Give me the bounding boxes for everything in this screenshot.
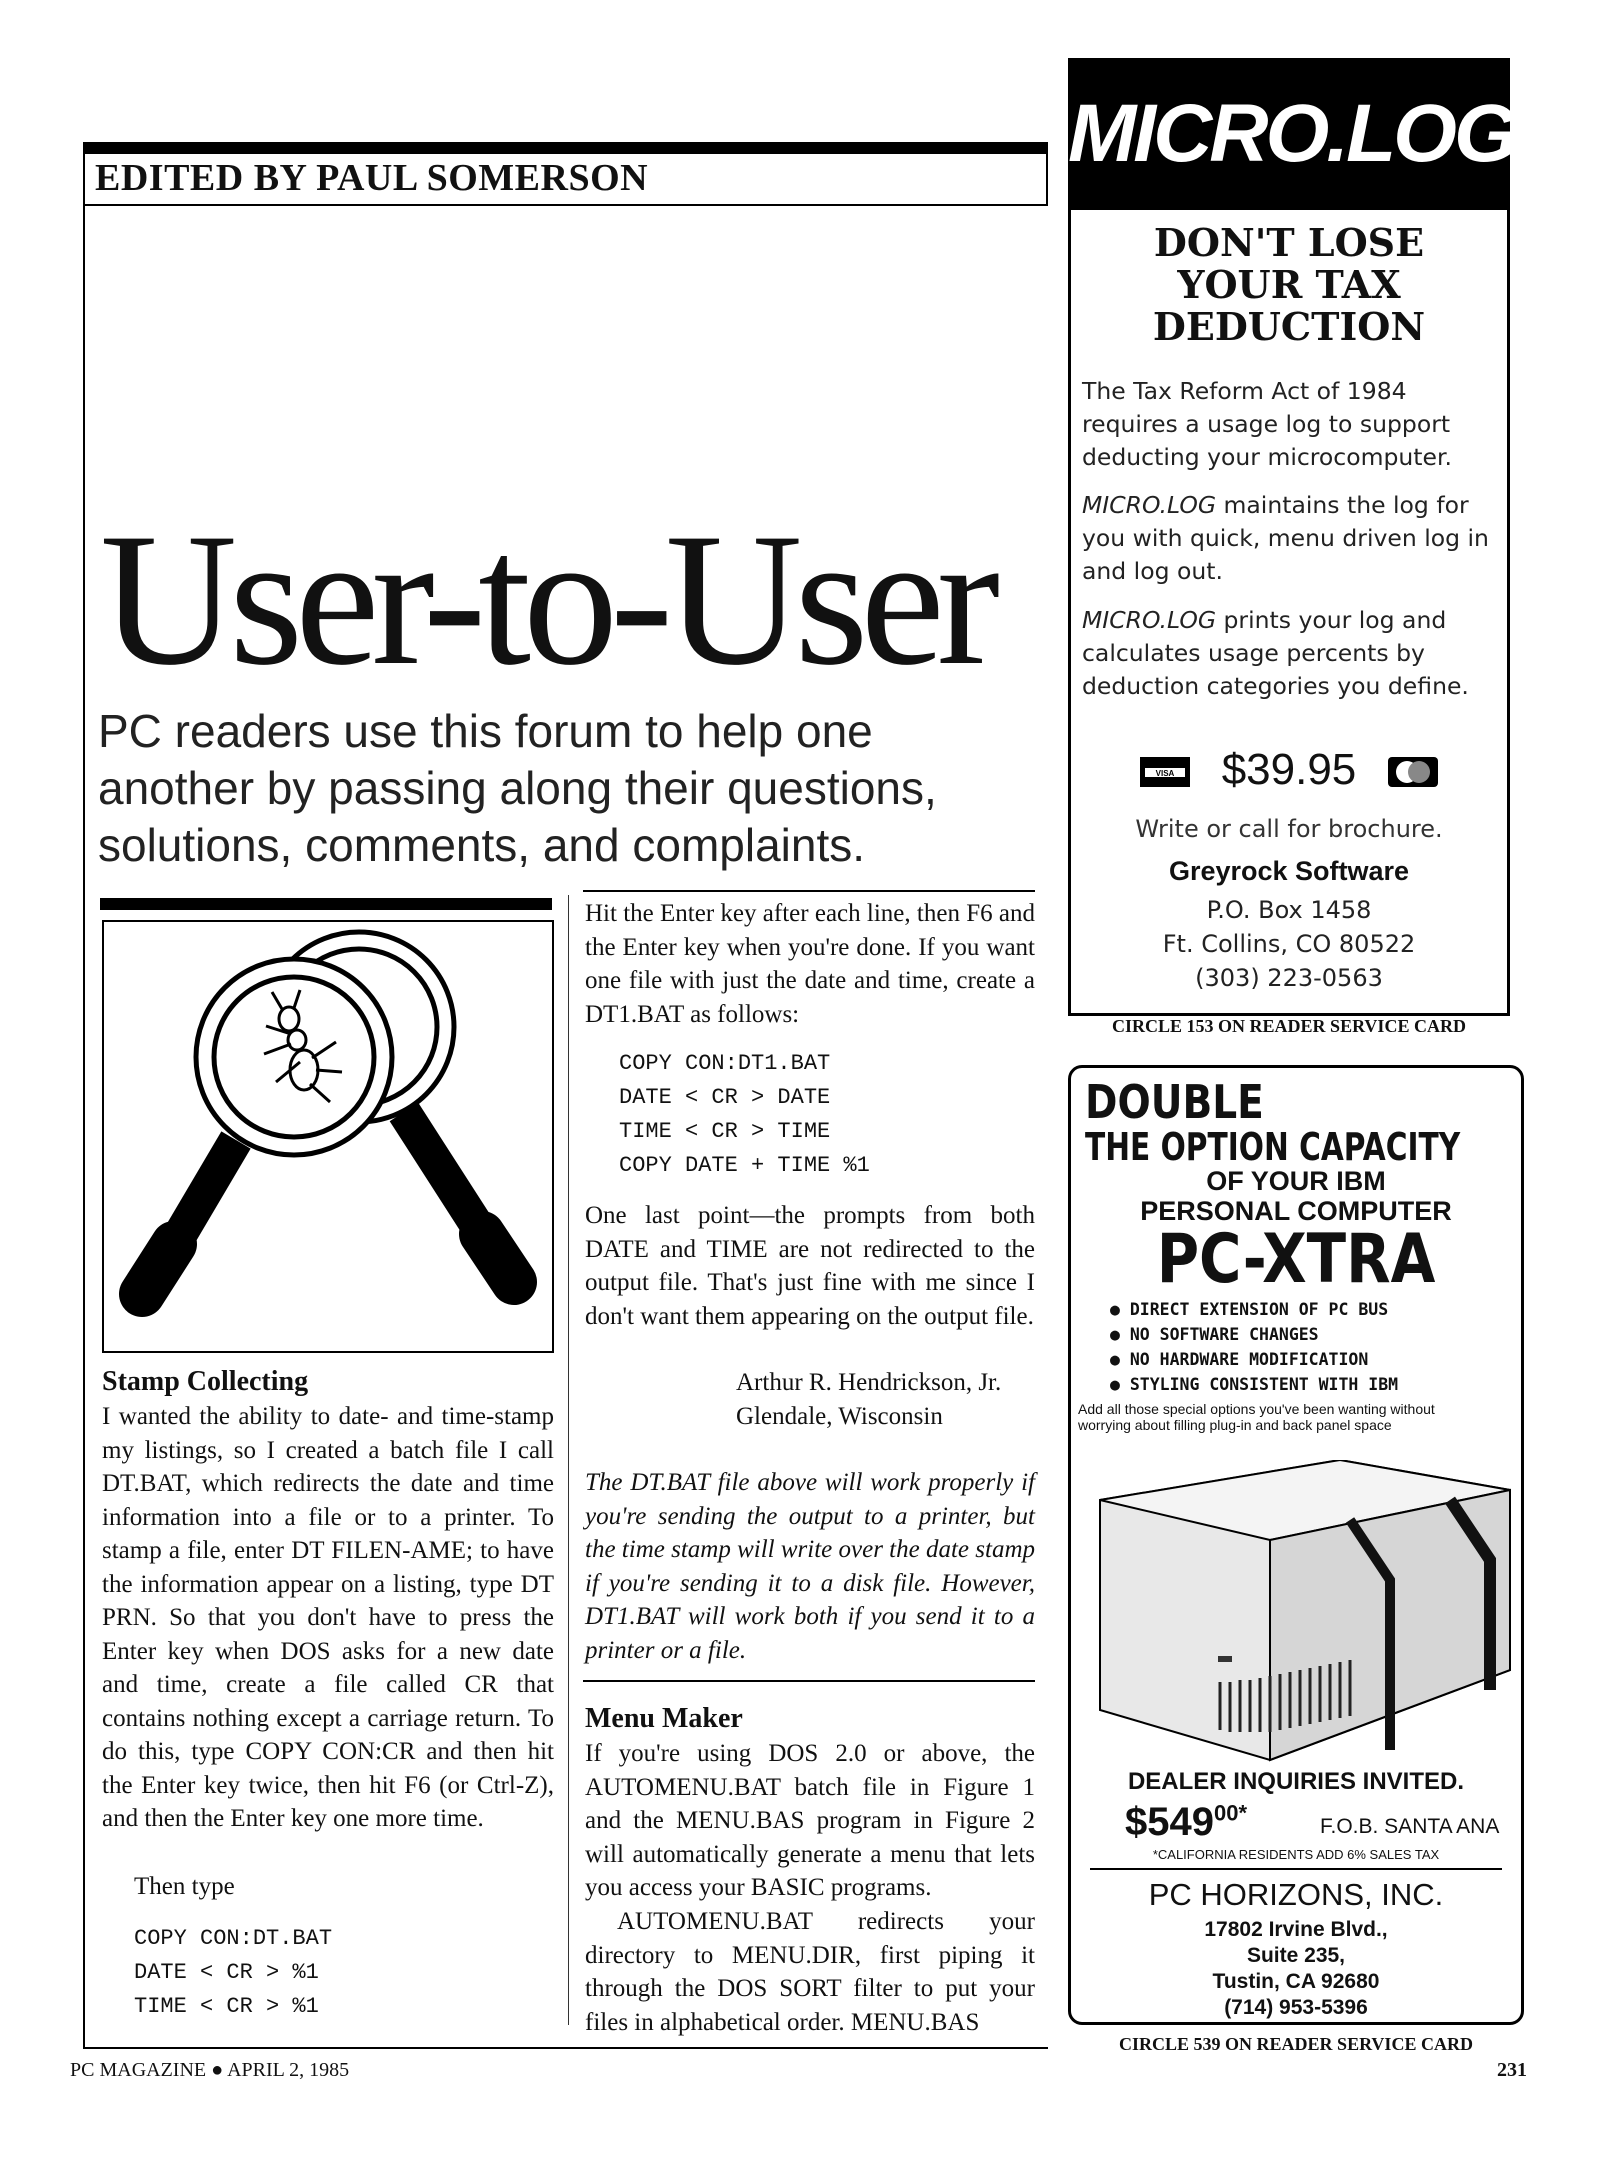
ad-company: PC HORIZONS, INC. [1148, 1877, 1444, 1912]
column-separator [568, 895, 569, 2025]
visa-card-label: VISA [1156, 769, 1175, 779]
ad-subheadline-line: PERSONAL COMPUTER [1140, 1196, 1452, 1226]
page-title: User-to-User [100, 495, 993, 705]
ad-paragraph [1082, 604, 1494, 703]
ad-address-line: P.O. Box 1458 [1206, 896, 1372, 924]
ad-product-name: MICRO.LOG [1082, 606, 1217, 634]
code-line: DATE < CR > DATE [619, 1085, 831, 1110]
ad-paragraph: The Tax Reform Act of 1984 requires a usage log to support deducting your microcomputer. [1082, 377, 1452, 471]
code-line: DATE < CR > %1 [134, 1960, 319, 1985]
magnifier-bug-icon [104, 922, 552, 1351]
article-paragraph: I wanted the ability to date- and time-stamp my listings, so I created a batch file I call DT.BAT, which redirects the date and time information into a file or to a printer. To stamp a file, enter DT FILEN-AME; to have the information appear on a listing, type DT PRN. So that you don't have to press the Enter key when DOS asks for a new date and time, create a file called CR that contains nothing except a carriage return. To do this, type COPY CON:CR and then hit the Enter key twice, then hit F6 (or Ctrl-Z), and then the Enter key one more time. [102, 1403, 554, 1832]
ad-price: $39.95 [1221, 745, 1357, 794]
code-line: TIME < CR > %1 [134, 1994, 319, 2019]
article-paragraph: If you're using DOS 2.0 or above, the AUTOMENU.BAT batch file in Figure 1 and the MENU.BAS program in Figure 2 will automatically generate a menu that lets you access your BASIC programs. [585, 1740, 1035, 1901]
ad-company: Greyrock Software [1168, 856, 1410, 886]
ad-bullet: ● STYLING CONSISTENT WITH IBM [1110, 1375, 1399, 1394]
ad-dealer-note: DEALER INQUIRIES INVITED. [1127, 1768, 1465, 1795]
bug-magnifier-illustration [102, 920, 554, 1353]
ad-subheadline [1068, 1166, 1524, 1226]
ad-price-row [1068, 745, 1510, 795]
article-paragraph: Hit the Enter key after each line, then F6 and the Enter key when you're done. If you want one file with just the date and time, create a DT1.BAT as follows: [585, 900, 1035, 1028]
reader-service-note: CIRCLE 539 ON READER SERVICE CARD [1119, 2034, 1473, 2054]
article-paragraph: AUTOMENU.BAT redirects your directory to MENU.DIR, first piping it through the DOS SORT filter to put your files in alphabetical order. MENU.BAS [585, 1908, 1035, 2036]
ad-phone: (303) 223-0563 [1195, 964, 1383, 992]
author-location: Glendale, Wisconsin [736, 1403, 943, 1430]
ad-fob-note: F.O.B. SANTA ANA [1320, 1815, 1500, 1838]
header-rule [83, 142, 1048, 154]
ad-text: maintains the log for you with quick, menu driven log in and log out. [1082, 491, 1489, 585]
ad-phone: (714) 953-5396 [1224, 1996, 1368, 2019]
article-paragraph: One last point—the prompts from both DATE and TIME are not redirected to the output file. That's just fine with me since I don't want them appearing on the output file. [585, 1202, 1035, 1330]
ad-paragraph [1082, 489, 1494, 588]
visa-card-icon [1139, 756, 1191, 788]
code-line: COPY CON:DT1.BAT [619, 1051, 831, 1076]
ad-headline [1068, 222, 1510, 348]
ad-divider [1090, 1868, 1502, 1870]
ad-address-line: Ft. Collins, CO 80522 [1162, 930, 1416, 958]
page-number: 231 [1497, 2059, 1527, 2081]
code-line: TIME < CR > TIME [619, 1119, 831, 1144]
ad-note: Add all those special options you've been wanting without worrying about filling plug-in and back panel space [1078, 1401, 1435, 1433]
ad-text: prints your log and calculates usage percents by deduction categories you define. [1082, 606, 1469, 700]
mastercard-icon [1387, 756, 1439, 788]
ad-product-name: MICRO.LOG [1082, 491, 1217, 519]
ad-product-name: PC-XTRA [1156, 1220, 1436, 1299]
ad-headline-line: DON'T LOSE [1153, 220, 1425, 265]
author-name: Arthur R. Hendrickson, Jr. [736, 1369, 1002, 1396]
expansion-chassis-image [1090, 1460, 1522, 1770]
ad-bullet: ● NO HARDWARE MODIFICATION [1110, 1350, 1369, 1369]
section-heading-menu-maker: Menu Maker [585, 1703, 743, 1734]
frame-bottom-rule [83, 2047, 1048, 2049]
footer-publication: PC MAGAZINE ● APRIL 2, 1985 [70, 2059, 350, 2081]
ad-price: $\$549^{00*}$ [1125, 1800, 1248, 1844]
editor-credit: EDITED BY PAUL SOMERSON [95, 157, 649, 199]
editor-note: The DT.BAT file above will work properly if you're sending the output to a printer, but the time stamp will write over the date stamp if you're sending it to a disk file. However, DT1.BAT will work both if you send it to a printer or a file. [585, 1469, 1035, 1664]
column-top-bar [100, 898, 552, 910]
ad-headline: THE OPTION CAPACITY [1085, 1125, 1461, 1169]
ad-headline-line: YOUR TAX [1177, 262, 1401, 307]
section-rule [583, 1680, 1035, 1682]
ad-address-line: 17802 Irvine Blvd., [1204, 1918, 1388, 1941]
code-line: COPY CON:DT.BAT [134, 1926, 333, 1951]
article-text: Then type [134, 1873, 235, 1900]
ad-logo: MICRO.LOG [1068, 58, 1510, 210]
column-top-rule [583, 890, 1035, 892]
code-line: COPY DATE + TIME %1 [619, 1153, 870, 1178]
ad-headline-line: DEDUCTION [1152, 304, 1426, 349]
ad-bullet: ● DIRECT EXTENSION OF PC BUS [1110, 1300, 1389, 1319]
ad-address-line: Suite 235, [1246, 1944, 1346, 1967]
ad-headline: DOUBLE [1085, 1075, 1264, 1129]
ad-call-to-action: Write or call for brochure. [1135, 815, 1443, 843]
frame-left-rule [83, 206, 85, 2049]
section-heading-stamp-collecting: Stamp Collecting [102, 1366, 309, 1397]
ad-subheadline-line: OF YOUR IBM [1206, 1166, 1386, 1196]
ad-tax-note: *CALIFORNIA RESIDENTS ADD 6% SALES TAX [1152, 1847, 1440, 1862]
page-subtitle: PC readers use this forum to help one another by passing along their questions, solutions, comments, and complaints. [98, 705, 937, 871]
ad-bullet: ● NO SOFTWARE CHANGES [1110, 1325, 1319, 1344]
reader-service-note: CIRCLE 153 ON READER SERVICE CARD [1112, 1016, 1466, 1036]
ad-address-line: Tustin, CA 92680 [1212, 1970, 1380, 1993]
